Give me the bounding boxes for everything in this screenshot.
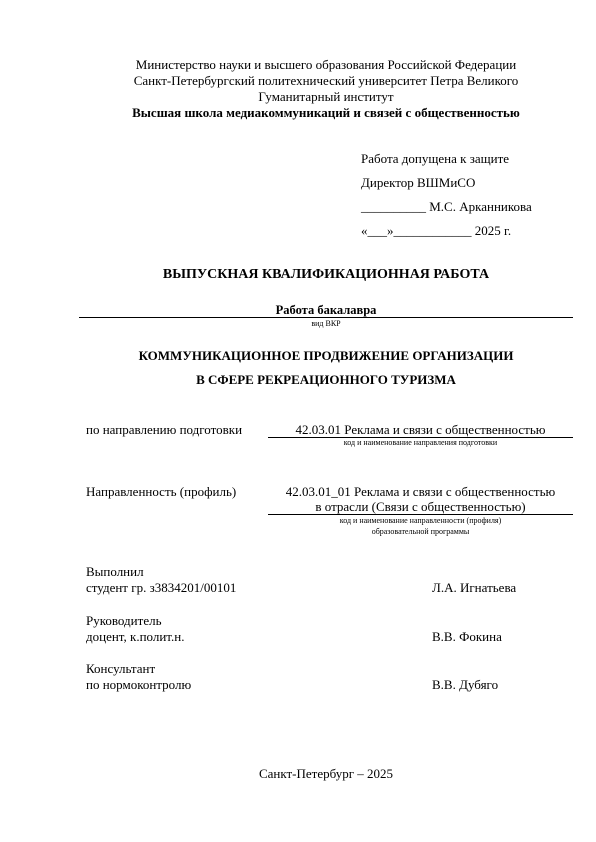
signatory-role: Консультант [86, 661, 156, 676]
university-line: Санкт-Петербургский политехнический университет Петра Великого [133, 73, 519, 88]
school-line: Высшая школа медиакоммуникаций и связей с общественностью [132, 105, 520, 120]
topic-line-1: КОММУНИКАЦИОННОЕ ПРОДВИЖЕНИЕ ОРГАНИЗАЦИИ [138, 348, 514, 363]
signatory-role: Руководитель [86, 613, 162, 628]
header-block [0, 57, 596, 121]
profile-value-line-2: в отрасли (Связи с общественностью) [315, 499, 526, 514]
ministry-line: Министерство науки и высшего образования Российской Федерации [135, 57, 517, 72]
signatory-name: В.В. Дубяго [432, 677, 499, 692]
profile-value-line-1: 42.03.01_01 Реклама и связи с общественностью [285, 484, 556, 499]
approval-line-2: Директор ВШМиСО [361, 175, 476, 190]
profile-caption-line-1: код и наименование направленности (профиля) [339, 516, 502, 525]
work-kind-rule [79, 317, 573, 318]
institute-line: Гуманитарный институт [258, 89, 394, 104]
direction-caption: код и наименование направления подготовки [343, 438, 498, 447]
direction-label: по направлению подготовки [86, 422, 243, 437]
profile-caption-line-2: образовательной программы [371, 527, 470, 536]
footer-city-year: Санкт-Петербург – 2025 [258, 766, 394, 781]
topic-line-2: В СФЕРЕ РЕКРЕАЦИОННОГО ТУРИЗМА [196, 372, 456, 387]
work-kind-value: Работа бакалавра [275, 303, 377, 317]
profile-rule [268, 514, 573, 515]
signatory-name: В.В. Фокина [432, 629, 502, 644]
signatory-detail: студент гр. з3834201/00101 [86, 580, 237, 595]
approval-line-3: __________ М.С. Арканникова [361, 199, 532, 214]
signatory-name: Л.А. Игнатьева [432, 580, 517, 595]
work-kind-caption: вид ВКР [311, 319, 341, 328]
direction-value: 42.03.01 Реклама и связи с общественностью [295, 422, 546, 437]
signatory-role: Выполнил [86, 564, 144, 579]
approval-line-1: Работа допущена к защите [361, 151, 510, 166]
approval-line-4: «___»____________ 2025 г. [361, 223, 512, 238]
signatory-detail: по нормоконтролю [86, 677, 192, 692]
profile-label: Направленность (профиль) [86, 484, 237, 499]
work-type-title: ВЫПУСКНАЯ КВАЛИФИКАЦИОННАЯ РАБОТА [162, 267, 490, 282]
signatory-detail: доцент, к.полит.н. [86, 629, 185, 644]
